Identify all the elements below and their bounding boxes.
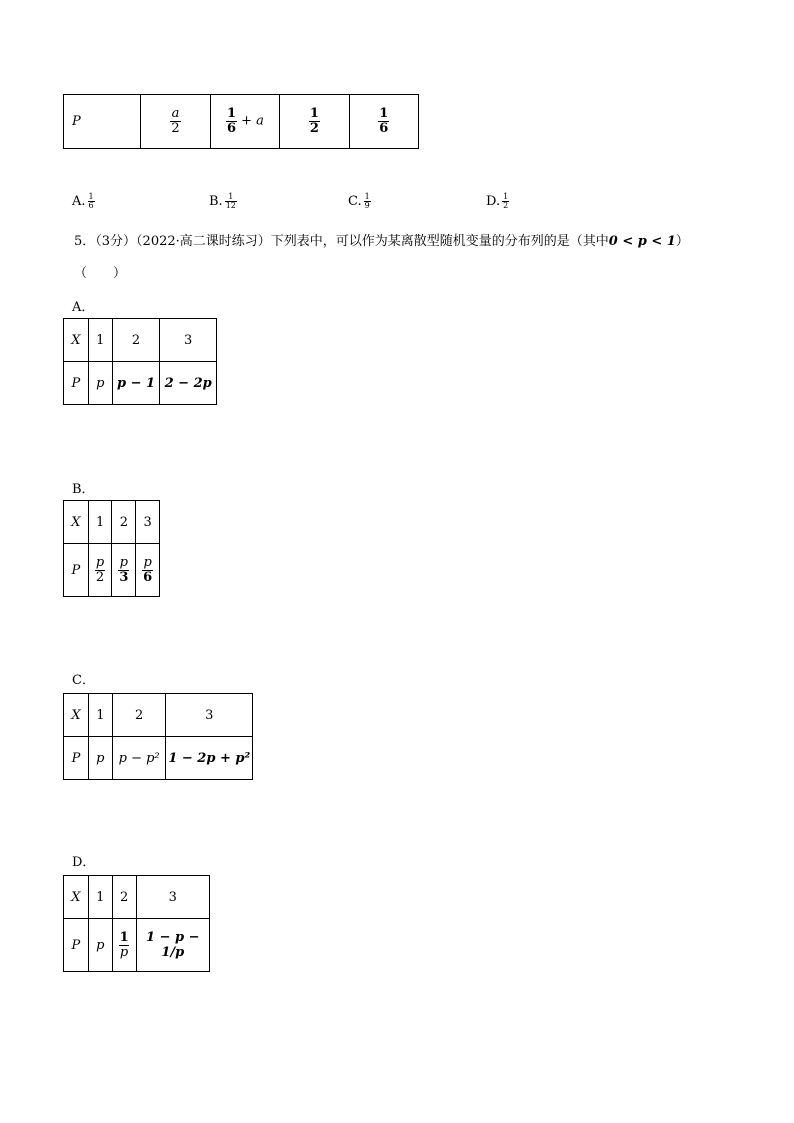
row-label-p: P xyxy=(64,95,141,149)
cell-one-sixth: $\frac{1}{6}$ xyxy=(349,95,418,149)
option-b-letter: B. xyxy=(209,194,223,209)
choice-c-label[interactable]: C． xyxy=(72,673,95,688)
option-c-value: $\frac{1}{9}$ xyxy=(364,192,370,210)
x-header: X xyxy=(64,501,89,544)
top-distribution-table xyxy=(63,94,419,149)
choice-b-label[interactable]: B． xyxy=(72,482,95,497)
p-header: P xyxy=(64,544,89,597)
choice-c-table xyxy=(63,693,253,780)
p-value-2: p − p² xyxy=(112,737,166,780)
x-value-1: 1 xyxy=(88,501,112,544)
choice-a-label[interactable]: A． xyxy=(72,300,95,315)
answer-blank: （ ） xyxy=(74,266,127,281)
question-5-condition: 0 < p < 1 xyxy=(608,234,676,249)
p-value-3: 1 − 2p + p² xyxy=(166,737,253,780)
option-a[interactable] xyxy=(72,193,95,210)
p-value-3: $\frac{p}{6}$ xyxy=(136,544,160,597)
x-value-1: 1 xyxy=(88,876,112,919)
x-value-3: 3 xyxy=(136,501,160,544)
p-value-1: $\frac{p}{2}$ xyxy=(88,544,112,597)
p-value-3: 1 − p − 1/p xyxy=(136,919,209,972)
option-d[interactable] xyxy=(486,193,509,210)
x-value-3: 3 xyxy=(160,319,217,362)
option-d-letter: D. xyxy=(486,194,501,209)
p-header: P xyxy=(64,737,89,780)
p-value-3: 2 − 2p xyxy=(160,362,217,405)
option-a-value: $\frac{1}{6}$ xyxy=(88,192,94,210)
x-header: X xyxy=(64,319,89,362)
cell-one-half: $\frac{1}{2}$ xyxy=(280,95,349,149)
x-value-2: 2 xyxy=(112,876,136,919)
p-header: P xyxy=(64,919,89,972)
option-c[interactable] xyxy=(348,193,371,210)
x-value-3: 3 xyxy=(166,694,253,737)
choice-d-label[interactable]: D． xyxy=(72,855,96,870)
p-value-2: p − 1 xyxy=(112,362,160,405)
cell-a-over-2: $\frac{a}{2}$ xyxy=(141,95,210,149)
x-header: X xyxy=(64,876,89,919)
x-value-2: 2 xyxy=(112,319,160,362)
option-c-letter: C. xyxy=(348,194,362,209)
option-b-value: $\frac{1}{12}$ xyxy=(225,192,236,210)
x-header: X xyxy=(64,694,89,737)
p-value-2: $\frac{p}{3}$ xyxy=(112,544,136,597)
option-d-value: $\frac{1}{2}$ xyxy=(503,192,509,210)
x-value-2: 2 xyxy=(112,501,136,544)
cell-one-sixth-plus-a: $\frac{1}{6}$ + a xyxy=(210,95,279,149)
p-value-1: p xyxy=(88,919,112,972)
x-value-3: 3 xyxy=(136,876,209,919)
p-value-2: $\frac{1}{p}$ xyxy=(112,919,136,972)
choice-b-table xyxy=(63,500,160,597)
option-a-letter: A. xyxy=(72,194,86,209)
question-5-stem: 5．（3分）（2022·高二课时练习）下列表中，可以作为某离散型随机变量的分布列的是（其中 xyxy=(74,234,609,249)
x-value-1: 1 xyxy=(88,319,112,362)
option-b[interactable] xyxy=(209,193,237,210)
question-5-text xyxy=(74,230,689,249)
p-header: P xyxy=(64,362,89,405)
question-5-close: ） xyxy=(675,234,689,249)
choice-d-table xyxy=(63,875,210,972)
p-value-1: p xyxy=(88,362,112,405)
x-value-2: 2 xyxy=(112,694,166,737)
choice-a-table xyxy=(63,318,217,405)
x-value-1: 1 xyxy=(88,694,112,737)
p-value-1: p xyxy=(88,737,112,780)
